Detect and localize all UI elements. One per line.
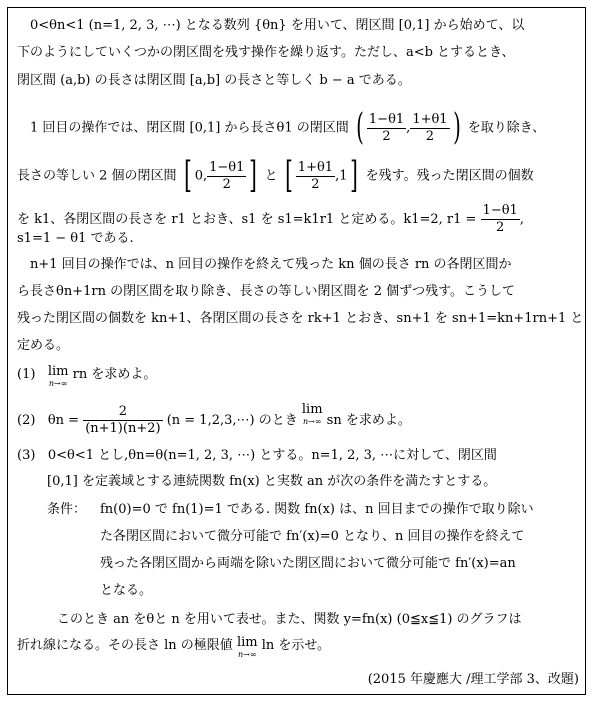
- nplus1-line-1: n+1 回目の操作では、n 回目の操作を終えて残った kn 個の長さ rn の各閉区間か: [30, 257, 512, 272]
- first-op-text-1b: を取り除き、: [467, 120, 546, 136]
- condition-line-3: 残った各閉区間から両端を除いた閉区間において微分可能で fn′(x)=an: [100, 556, 516, 571]
- q2-fraction: $\frac{2}{(n+1)(n+2)}$: [85, 404, 161, 436]
- fraction-1-minus: $\frac{1-\theta 1}{2}$: [368, 111, 405, 144]
- q1-limit: lim n→∞: [47, 364, 69, 388]
- first-op-line-4: s1=1 − θ1 である.: [17, 231, 134, 246]
- q2-theta: θn =: [47, 413, 80, 428]
- fraction-1-plus: $\frac{1+\theta 1}{2}$: [412, 111, 448, 144]
- fraction-2: $\frac{1-\theta 1}{2}$: [209, 159, 245, 192]
- intro-line-1: 0<θn<1 (n=1, 2, 3, ⋯) となる数列 {θn} を用いて、閉区間 [0,1] から始めて、以: [30, 18, 525, 33]
- nplus1-line-3: 残った閉区間の個数を kn+1、各閉区間の長さを rk+1 とおき、sn+1 を sn+1=kn+1rn+1 と: [17, 311, 584, 326]
- question-3-line-2: [0,1] を定義域とする連続関数 fn(x) と実数 an が次の条件を満たすとする。: [47, 474, 497, 489]
- q3-task-text-2: ln を示せ。: [261, 638, 331, 653]
- q3-limit: lim n→∞: [236, 635, 258, 659]
- q2-label: (2): [17, 413, 36, 428]
- nplus1-line-2: ら長さθn+1rn の閉区間を取り除き、長さの等しい閉区間を 2 個ずつ残す。こうして: [17, 284, 516, 299]
- q3-text-1: 0<θ<1 とし,θn=θ(n=1, 2, 3, ⋯) とする。n=1, 2, 3, ⋯に対して、閉区間: [47, 448, 497, 463]
- fraction-4: $\frac{1-\theta 1}{2}$: [482, 203, 518, 235]
- q2-body: sn を求めよ。: [326, 413, 411, 428]
- and-text: と: [264, 168, 278, 184]
- q3-task-text: 折れ線になる。その長さ ln の極限値: [17, 638, 233, 653]
- q2-cond: (n = 1,2,3,⋯) のとき: [166, 413, 298, 428]
- question-1: [17, 366, 156, 390]
- nplus1-line-4: 定める。: [17, 338, 70, 353]
- question-2: [17, 404, 411, 437]
- first-op-text-3: を k1、各閉区間の長さを r1 とおき、s1 を s1=k1r1 と定める。k1=2, r1 =: [17, 212, 477, 227]
- source-citation: (2015 年慶應大 /理工学部 3、改題): [367, 672, 579, 687]
- q1-body: rn を求めよ。: [72, 367, 157, 382]
- first-op-line-3: を k1、各閉区間の長さを r1 とおき、s1 を s1=k1r1 と定める。k1=2, r1 = $\frac{1-\theta 1}{2}$ ,: [17, 203, 524, 235]
- condition-line-4: となる。: [100, 583, 153, 598]
- first-op-text-2b: を残す。残った閉区間の個数: [365, 168, 534, 184]
- first-op-text-1: 1 回目の操作では、閉区間 [0,1] から長さθ1 の閉区間: [30, 120, 349, 136]
- first-op-text-2: 長さの等しい 2 個の閉区間: [17, 168, 177, 184]
- intro-line-2: 下のようにしていくつかの閉区間を残す操作を繰り返す。ただし、a<b とするとき、: [17, 45, 515, 60]
- condition-line-2: た各閉区間において微分可能で fn′(x)=0 となり、n 回目の操作を終えて: [100, 529, 525, 544]
- q2-limit: lim n→∞: [301, 402, 323, 426]
- first-op-line-1: 1 回目の操作では、閉区間 [0,1] から長さθ1 の閉区間 ( $\frac{1-\theta 1}{2}$ , $\frac{1+\theta 1}{2}$ ) を取り除き、: [30, 107, 546, 148]
- q3-label: (3): [17, 448, 36, 463]
- first-op-line-2: 長さの等しい 2 個の閉区間 [ 0, $\frac{1-\theta 1}{2}$ ] と [ $\frac{1+\theta 1}{2}$ ,1] を残す。残った閉区間の個数: [17, 155, 534, 196]
- question-3-line-1: [17, 447, 497, 465]
- intro-line-3: 閉区間 (a,b) の長さは閉区間 [a,b] の長さと等しく b − a である。: [17, 73, 411, 88]
- condition-label: 条件：: [47, 502, 87, 517]
- question-3-task-2: [17, 637, 330, 661]
- fraction-3: $\frac{1+\theta 1}{2}$: [297, 159, 334, 192]
- q1-label: (1): [17, 367, 36, 382]
- condition-line-1: fn(0)=0 で fn(1)=1 である. 関数 fn(x) は、n 回目までの操作で取り除い: [100, 502, 534, 517]
- question-3-task-1: このとき an をθと n を用いて表せ。また、関数 y=fn(x) (0≦x≦1) のグラフは: [57, 612, 522, 627]
